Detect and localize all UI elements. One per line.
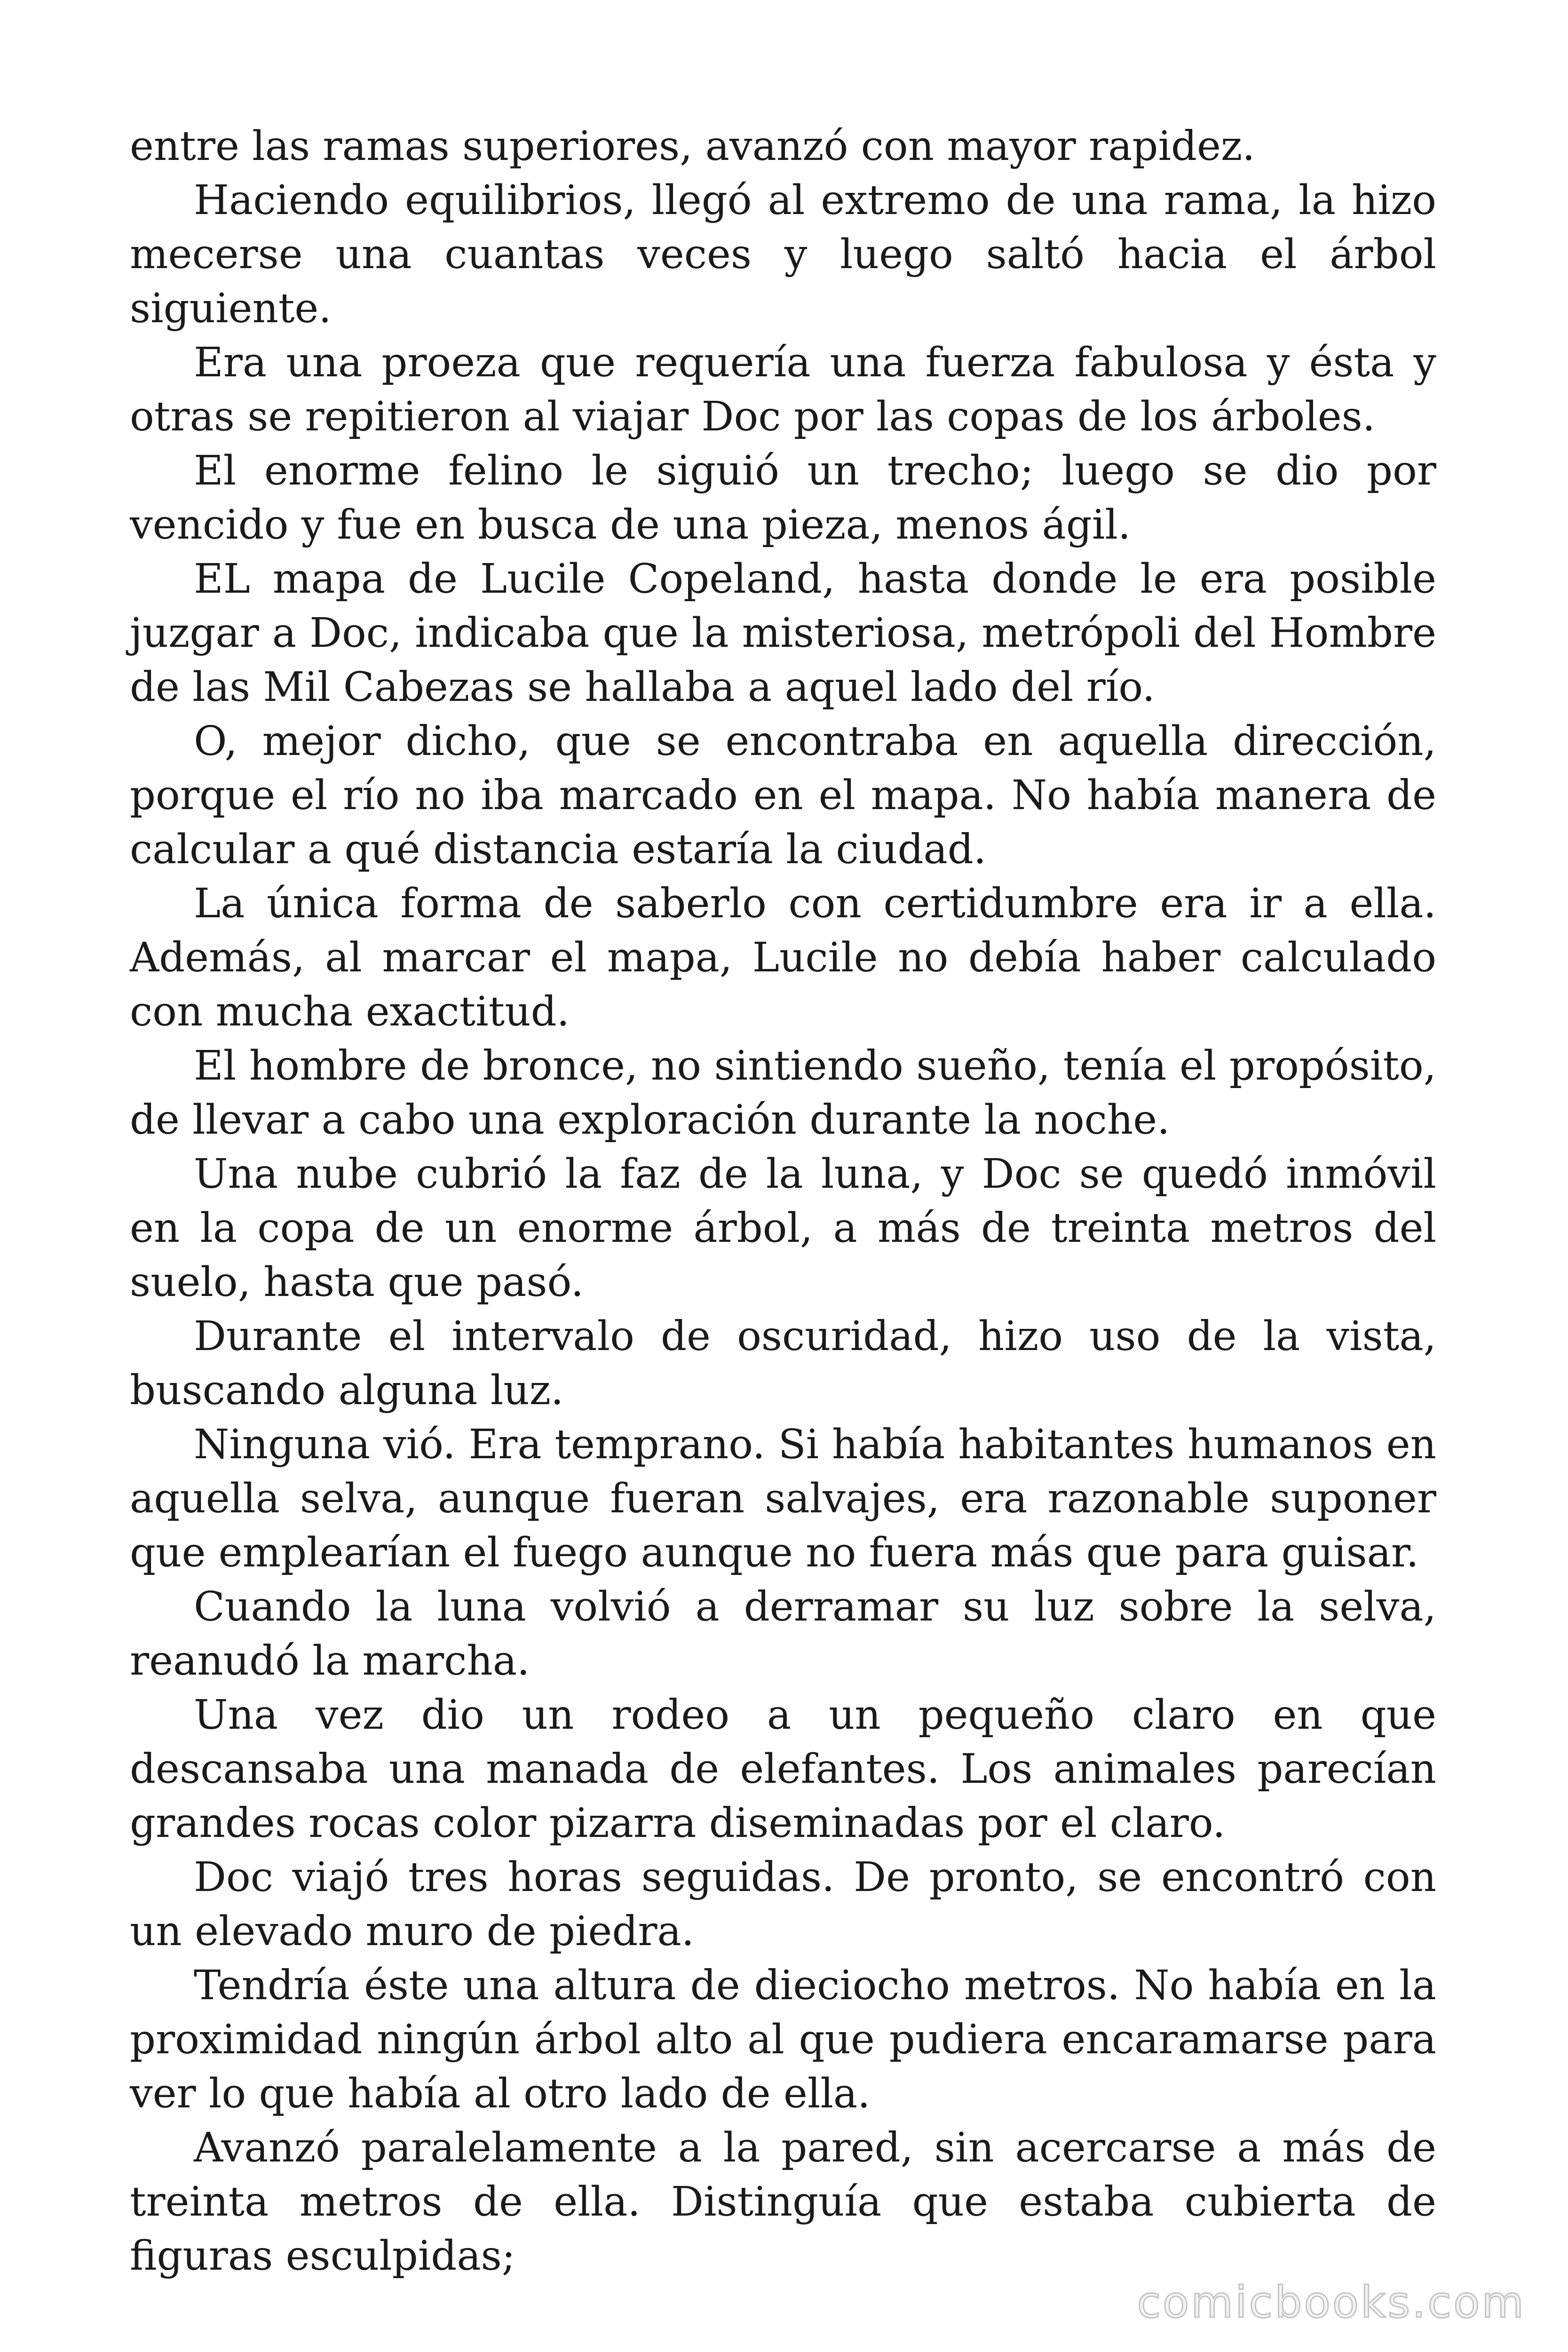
- paragraph: El enorme felino le siguió un trecho; luego se dio por vencido y fue en busca de una pieza, menos ágil.: [130, 447, 1436, 548]
- paragraph: La única forma de saberlo con certidumbre era ir a ella. Además, al marcar el mapa, Lucile no debía haber calculado con mucha exactitud.: [130, 880, 1436, 1035]
- paragraph: El hombre de bronce, no sintiendo sueño, tenía el propósito, de llevar a cabo una exploración durante la noche.: [130, 1042, 1436, 1144]
- paragraph-continuation: entre las ramas superiores, avanzó con mayor rapidez.: [130, 123, 1255, 170]
- paragraph: Haciendo equilibrios, llegó al extremo de una rama, la hizo mecerse una cuantas veces y luego saltó hacia el árbol siguiente.: [130, 177, 1436, 332]
- paragraph: Una nube cubrió la faz de la luna, y Doc se quedó inmóvil en la copa de un enorme árbol, a más de treinta metros del suelo, hasta que pasó.: [130, 1151, 1436, 1306]
- watermark: comicbooks.com: [1137, 2277, 1526, 2328]
- paragraph: Tendría éste una altura de dieciocho metros. No había en la proximidad ningún árbol alto al que pudiera encaramarse para ver lo que había al otro lado de ella.: [130, 1962, 1436, 2117]
- paragraph: Una vez dio un rodeo a un pequeño claro en que descansaba una manada de elefantes. Los animales parecían grandes rocas color pizarra diseminadas por el claro.: [130, 1692, 1436, 1847]
- paragraph: Doc viajó tres horas seguidas. De pronto, se encontró con un elevado muro de piedra.: [130, 1854, 1436, 1955]
- paragraph: Avanzó paralelamente a la pared, sin acercarse a más de treinta metros de ella. Distinguía que estaba cubierta de figuras esculpidas;: [130, 2124, 1436, 2280]
- paragraph: O, mejor dicho, que se encontraba en aquella dirección, porque el río no iba marcado en el mapa. No había manera de calcular a qué distancia estaría la ciudad.: [130, 718, 1436, 873]
- body-text: [130, 119, 1436, 2283]
- paragraph: Era una proeza que requería una fuerza fabulosa y ésta y otras se repitieron al viajar Doc por las copas de los árboles.: [130, 339, 1436, 440]
- paragraph: Durante el intervalo de oscuridad, hizo uso de la vista, buscando alguna luz.: [130, 1313, 1436, 1414]
- paragraph: EL mapa de Lucile Copeland, hasta donde le era posible juzgar a Doc, indicaba que la misteriosa, metrópoli del Hombre de las Mil Cabezas se hallaba a aquel lado del río.: [130, 556, 1436, 711]
- paragraph: Cuando la luna volvió a derramar su luz sobre la selva, reanudó la marcha.: [130, 1583, 1436, 1685]
- paragraph: Ninguna vió. Era temprano. Si había habitantes humanos en aquella selva, aunque fueran salvajes, era razonable suponer que emplearían el fuego aunque no fuera más que para guisar.: [130, 1421, 1436, 1576]
